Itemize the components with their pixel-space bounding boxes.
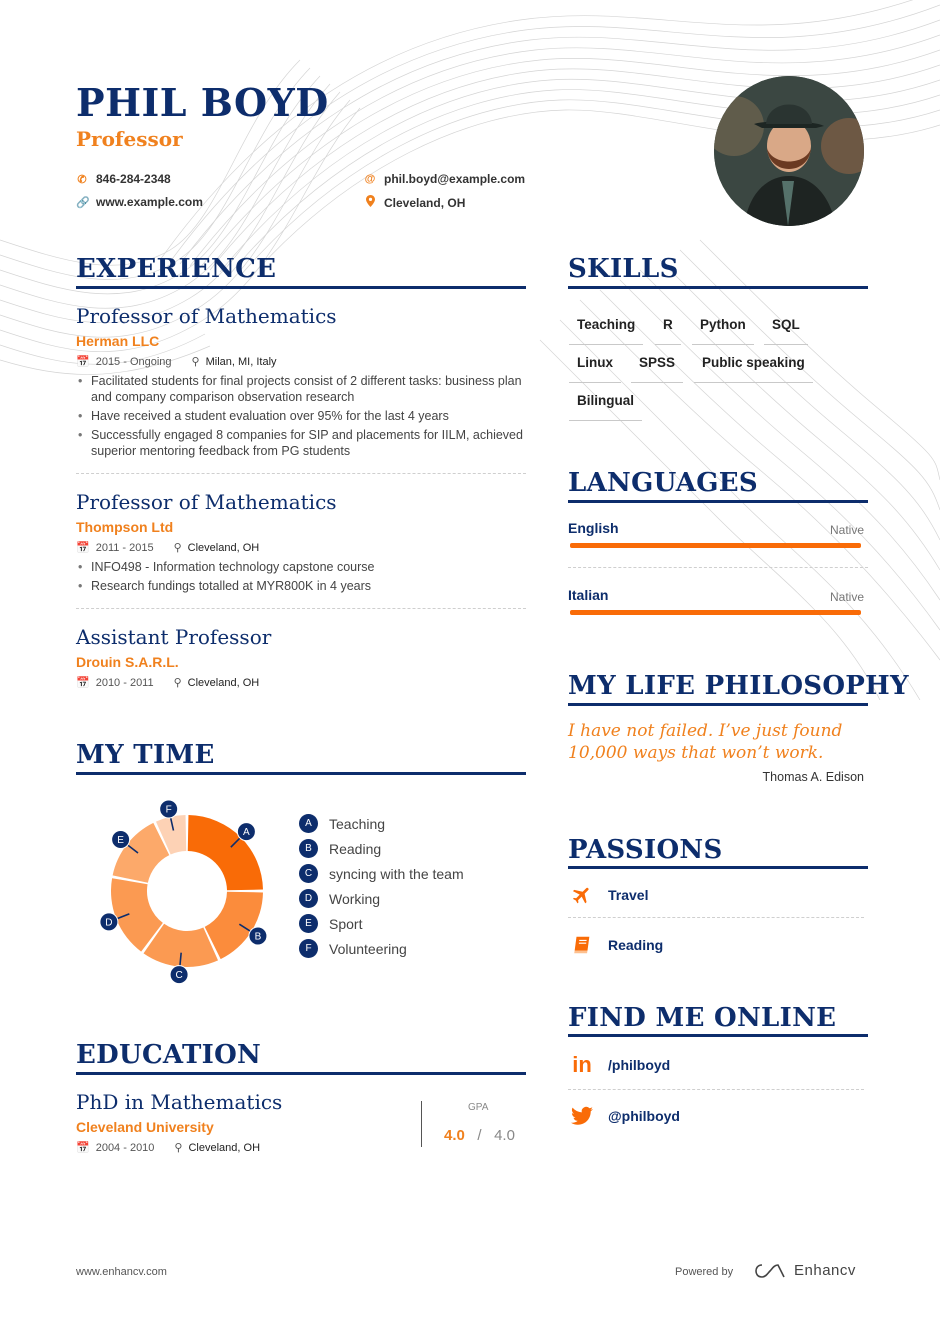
skills-rule bbox=[568, 286, 868, 289]
passions-rule bbox=[568, 866, 868, 869]
legend-label: syncing with the team bbox=[329, 865, 464, 882]
job-location: Cleveland, OH bbox=[187, 676, 260, 689]
contact-location bbox=[364, 195, 465, 210]
map-pin-icon: ⚲ bbox=[174, 1142, 183, 1154]
brand-name: Enhancv bbox=[794, 1262, 856, 1279]
job-bullet: • INFO498 - Information technology capstone course bbox=[78, 559, 528, 575]
time-donut-chart bbox=[97, 801, 277, 981]
legend-item bbox=[299, 911, 464, 936]
quote-author: Thomas A. Edison bbox=[762, 770, 864, 784]
legend-item bbox=[299, 861, 464, 886]
education-rule bbox=[76, 1072, 526, 1075]
legend-badge: D bbox=[299, 889, 318, 908]
divider bbox=[76, 608, 526, 609]
svg-text:A: A bbox=[243, 827, 250, 839]
calendar-icon: 📅 bbox=[76, 677, 90, 689]
online-rule bbox=[568, 1034, 868, 1037]
passion-label: Travel bbox=[608, 887, 649, 903]
legend-item bbox=[299, 811, 464, 836]
gpa-divider bbox=[421, 1101, 422, 1147]
at-icon: @ bbox=[364, 173, 376, 185]
languages-rule bbox=[568, 500, 868, 503]
skill-tag: SQL bbox=[764, 315, 808, 345]
divider bbox=[568, 567, 868, 568]
skill-tag: SPSS bbox=[631, 353, 683, 383]
job-company: Drouin S.A.R.L. bbox=[76, 654, 179, 670]
book-icon bbox=[568, 934, 596, 956]
job-meta bbox=[76, 541, 259, 554]
contact-website[interactable] bbox=[76, 195, 203, 209]
languages-heading: LANGUAGES bbox=[568, 468, 758, 498]
location-text: Cleveland, OH bbox=[384, 195, 466, 210]
divider bbox=[76, 473, 526, 474]
passions-heading: PASSIONS bbox=[568, 835, 723, 865]
passion-item-travel bbox=[568, 884, 868, 906]
philosophy-quote: I have not failed. I’ve just found 10,000 ways that won’t work. bbox=[568, 721, 843, 763]
job-bullet: • Have received a student evaluation over 95% for the last 4 years bbox=[78, 408, 528, 424]
phone-icon: ✆ bbox=[77, 173, 87, 186]
experience-heading: EXPERIENCE bbox=[76, 254, 277, 284]
legend-label: Teaching bbox=[329, 815, 386, 832]
legend-badge: E bbox=[299, 914, 318, 933]
passion-label: Reading bbox=[608, 937, 664, 953]
skill-tag: Linux bbox=[569, 353, 621, 383]
infinity-icon bbox=[754, 1263, 786, 1279]
candidate-name: PHIL BOYD bbox=[76, 80, 329, 125]
gpa-value bbox=[444, 1127, 515, 1144]
avatar-photo bbox=[714, 76, 864, 226]
skill-tag: Teaching bbox=[569, 315, 643, 345]
job-title: Professor of Mathematics bbox=[76, 304, 337, 328]
job-bullet: • Facilitated students for final projects consist of 2 different tasks: business plan and company comparison observation research bbox=[78, 373, 528, 405]
gpa-separator: / bbox=[477, 1127, 482, 1144]
my-time-heading: MY TIME bbox=[76, 740, 215, 770]
donut-slice-b bbox=[205, 892, 263, 959]
job-dates: 2015 - Ongoing bbox=[95, 355, 172, 368]
map-pin-icon: ⚲ bbox=[173, 542, 182, 554]
map-pin-icon bbox=[364, 195, 376, 210]
svg-text:B: B bbox=[254, 931, 262, 943]
job-company: Thompson Ltd bbox=[76, 519, 174, 535]
map-pin-icon: ⚲ bbox=[173, 677, 182, 689]
email-link[interactable]: phil.boyd@example.com bbox=[384, 172, 526, 186]
contact-phone bbox=[76, 172, 171, 186]
degree-title: PhD in Mathematics bbox=[76, 1090, 283, 1114]
linkedin-handle[interactable]: /philboyd bbox=[608, 1057, 671, 1073]
legend-label: Reading bbox=[329, 840, 382, 857]
legend-badge: C bbox=[299, 864, 318, 883]
legend-item bbox=[299, 936, 464, 961]
job-bullet: • Research fundings totalled at MYR800K in 4 years bbox=[78, 578, 528, 594]
gpa-score: 4.0 bbox=[444, 1127, 465, 1144]
calendar-icon: 📅 bbox=[76, 356, 90, 368]
job-title: Professor of Mathematics bbox=[76, 490, 337, 514]
legend-label: Sport bbox=[329, 915, 363, 932]
legend-label: Working bbox=[329, 890, 381, 907]
education-meta bbox=[76, 1141, 260, 1154]
language-bar bbox=[570, 610, 861, 615]
phone-text: 846-284-2348 bbox=[96, 172, 171, 186]
twitter-icon bbox=[568, 1106, 596, 1126]
philosophy-heading: MY LIFE PHILOSOPHY bbox=[568, 671, 909, 701]
gpa-max: 4.0 bbox=[494, 1127, 515, 1144]
linkedin-icon: in bbox=[572, 1052, 592, 1077]
passion-item-reading bbox=[568, 934, 868, 956]
legend-badge: F bbox=[299, 939, 318, 958]
skill-tag: R bbox=[655, 315, 681, 345]
footer-site-link[interactable]: www.enhancv.com bbox=[76, 1266, 167, 1278]
twitter-handle[interactable]: @philboyd bbox=[608, 1108, 680, 1124]
divider bbox=[568, 1089, 864, 1090]
philosophy-rule bbox=[568, 703, 868, 706]
enhancv-logo[interactable] bbox=[754, 1262, 856, 1279]
gpa-label: GPA bbox=[468, 1102, 489, 1113]
job-meta bbox=[76, 676, 259, 689]
job-location: Cleveland, OH bbox=[187, 541, 260, 554]
education-location: Cleveland, OH bbox=[188, 1141, 261, 1154]
language-name: Italian bbox=[568, 587, 609, 603]
my-time-rule bbox=[76, 772, 526, 775]
job-meta bbox=[76, 355, 277, 368]
calendar-icon: 📅 bbox=[76, 1142, 90, 1154]
candidate-title: Professor bbox=[76, 127, 183, 151]
job-title: Assistant Professor bbox=[76, 625, 272, 649]
skill-tag: Public speaking bbox=[694, 353, 813, 383]
legend-item bbox=[299, 886, 464, 911]
divider bbox=[568, 917, 864, 918]
school-name: Cleveland University bbox=[76, 1119, 214, 1135]
job-bullets bbox=[78, 373, 528, 462]
job-dates: 2010 - 2011 bbox=[95, 676, 154, 689]
time-legend bbox=[299, 811, 464, 961]
language-bar bbox=[570, 543, 861, 548]
legend-badge: B bbox=[299, 839, 318, 858]
footer-powered-by: Powered by bbox=[675, 1266, 734, 1278]
language-level: Native bbox=[829, 590, 864, 604]
svg-text:F: F bbox=[165, 804, 172, 816]
website-link[interactable]: www.example.com bbox=[96, 195, 203, 209]
skills-heading: SKILLS bbox=[568, 254, 679, 284]
legend-badge: A bbox=[299, 814, 318, 833]
education-dates: 2004 - 2010 bbox=[95, 1141, 155, 1154]
link-icon: 🔗 bbox=[76, 196, 90, 209]
calendar-icon: 📅 bbox=[76, 542, 90, 554]
legend-label: Volunteering bbox=[329, 940, 407, 957]
language-level: Native bbox=[829, 523, 864, 537]
online-item-linkedin[interactable] bbox=[568, 1052, 868, 1078]
job-bullet: • Successfully engaged 8 companies for SIP and placements for IILM, achieved superior mentoring feedback from PG students bbox=[78, 427, 528, 459]
language-name: English bbox=[568, 520, 619, 536]
skill-tag: Bilingual bbox=[569, 391, 642, 421]
svg-text:D: D bbox=[105, 917, 113, 929]
job-company: Herman LLC bbox=[76, 333, 160, 349]
job-bullets bbox=[78, 559, 528, 597]
skill-tag: Python bbox=[692, 315, 754, 345]
online-item-twitter[interactable] bbox=[568, 1106, 868, 1126]
svg-text:C: C bbox=[175, 970, 183, 982]
avatar bbox=[714, 76, 864, 226]
job-dates: 2011 - 2015 bbox=[95, 541, 154, 554]
experience-rule bbox=[76, 286, 526, 289]
plane-icon bbox=[568, 884, 596, 906]
contact-email[interactable] bbox=[364, 172, 525, 186]
education-heading: EDUCATION bbox=[76, 1040, 262, 1070]
online-heading: FIND ME ONLINE bbox=[568, 1003, 837, 1033]
map-pin-icon: ⚲ bbox=[191, 356, 200, 368]
svg-text:E: E bbox=[117, 835, 124, 847]
legend-item bbox=[299, 836, 464, 861]
job-location: Milan, MI, Italy bbox=[205, 355, 277, 368]
